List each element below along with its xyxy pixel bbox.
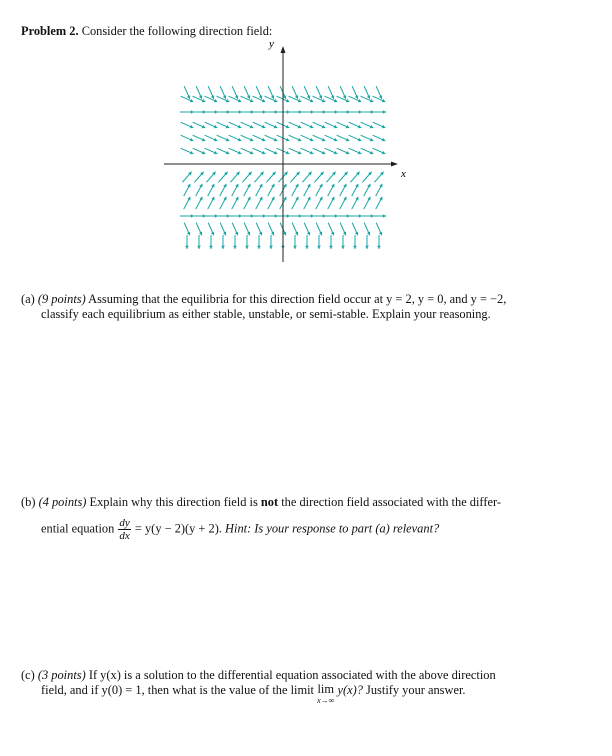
part-a-line-2: classify each equilibrium as either stable, unstable, or semi-stable. Explain your reasoning. [41,307,491,321]
part-b-hint: Hint: Is your response to part (a) relevant? [225,521,440,536]
part-c-line2-post: Justify your answer. [366,683,466,697]
x-axis-arrowhead [391,162,398,167]
problem-heading [21,24,272,39]
limit-operator [317,683,334,705]
part-b-equation: = y(y − 2)(y + 2). [134,521,222,536]
limit-word: lim [317,682,334,696]
part-b-text-bold: not [260,495,279,509]
part-b-points: (4 points) [38,495,87,509]
slope-arrow-head [383,214,386,218]
part-c-text-1: If y(x) is a solution to the differential equation associated with the above direction [88,668,496,682]
slope-arrow-head [305,246,309,249]
limit-expression: y(x)? [337,683,363,697]
part-c-line-1 [21,668,496,683]
part-c-points: (3 points) [37,668,86,682]
slope-arrow-head [365,246,369,249]
part-c-line-2 [41,683,466,705]
part-a-text-1: Assuming that the equilibria for this direction field occur at y = 2, y = 0, and y = −2, [88,292,507,306]
problem-intro: Consider the following direction field: [81,24,273,38]
part-b-line2-pre: ential equation [41,521,115,536]
slope-arrow-head [269,246,273,249]
part-b-label: (b) [21,495,36,509]
slope-arrow-head [293,246,297,249]
slope-arrow-head [245,246,249,249]
slope-arrow-head [197,246,201,249]
y-axis-label: y [269,42,274,50]
problem-label: Problem 2. [21,24,79,38]
slope-arrow-head [377,246,381,249]
slope-arrow-head [221,246,225,249]
slope-arrow-head [317,246,321,249]
slope-arrow-head [383,110,386,114]
direction-field [160,42,410,274]
slope-arrow-head [329,246,333,249]
part-a-points: (9 points) [37,292,86,306]
derivative-fraction [118,517,130,542]
part-b-text-post: the direction field associated with the differ- [281,495,501,509]
fraction-denominator: dx [119,530,130,542]
slope-arrow-head [257,246,261,249]
part-b-line-2 [41,517,439,542]
part-b-line-1 [21,495,501,510]
x-axis-label: x [401,168,406,180]
part-c-line2-pre: field, and if y(0) = 1, then what is the value of the limit [41,683,314,697]
part-c-label: (c) [21,668,35,682]
slope-arrow-head [353,246,357,249]
slope-arrow-head [209,246,213,249]
slope-arrow-head [341,246,345,249]
slope-arrow-head [185,246,189,249]
part-a-line-1 [21,292,506,307]
part-a-label: (a) [21,292,35,306]
limit-subscript: x→∞ [317,696,335,705]
fraction-numerator: dy [119,517,130,529]
part-b-text-pre: Explain why this direction field is [89,495,258,509]
slope-arrow-head [233,246,237,249]
y-axis-arrowhead [281,46,286,53]
